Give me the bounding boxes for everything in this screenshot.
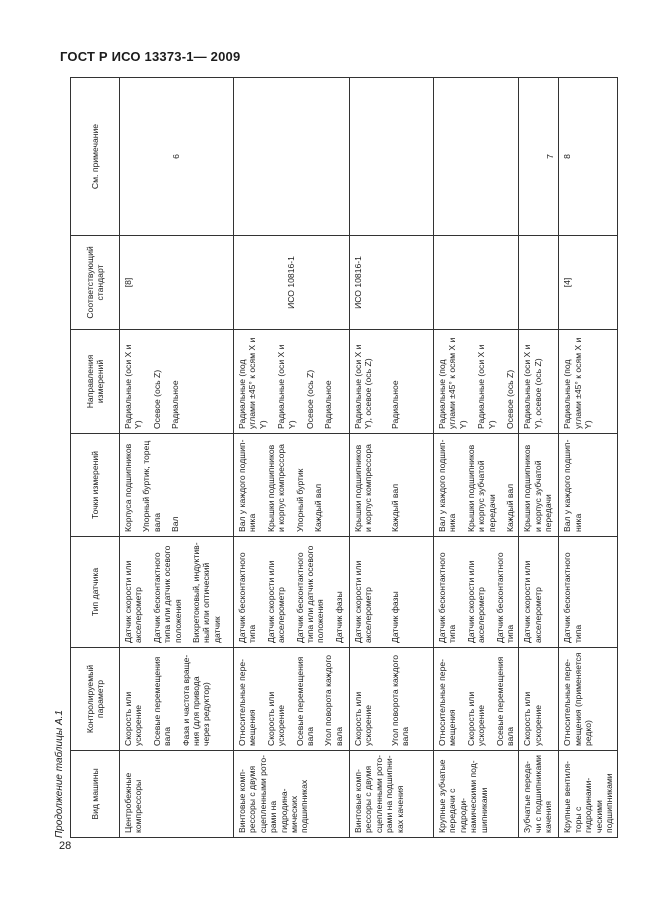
parameter-cell <box>350 648 434 751</box>
parameter-cell <box>559 648 618 751</box>
direction-item: Радиальные (оси X и Y) <box>123 344 144 429</box>
machine-cell: Зубчатые передачи с подшипниками качения <box>519 751 559 838</box>
sensor-cell <box>434 537 519 648</box>
measurement-table <box>70 77 618 838</box>
page-header-title: ГОСТ Р ИСО 13373-1— 2009 <box>60 49 241 64</box>
directions-cell <box>519 330 559 434</box>
machine-cell: Центробежные компрессоры <box>120 751 234 838</box>
sensor-item: Датчик бесконтактного типа <box>237 552 258 643</box>
standard-cell: ИСО 10816-1 <box>234 236 350 330</box>
machine-cell: Винтовые компрессоры с двумя сцепленными роторами на подшипниках качения <box>350 751 434 838</box>
points-cell <box>350 434 434 537</box>
direction-item: Радиальные (под углами ±45° к осям X и Y) <box>562 337 594 429</box>
directions-cell <box>559 330 618 434</box>
table-row <box>519 78 559 838</box>
col-header-note: См. примечание <box>71 78 120 236</box>
parameter-item: Угол поворота каждого вала <box>323 654 344 746</box>
parameter-item: Относительные перемещения <box>437 658 458 746</box>
note-cell <box>350 78 434 236</box>
parameter-cell <box>234 648 350 751</box>
page-number: 28 <box>59 840 72 852</box>
parameter-item: Скорость или ускорение <box>522 691 543 746</box>
directions-cell <box>120 330 234 434</box>
direction-item: Радиальные (оси X и Y) <box>276 344 297 429</box>
sensor-cell <box>559 537 618 648</box>
standard-cell: [4] <box>559 236 618 330</box>
col-header-standard: Соответствующий стандарт <box>71 236 120 330</box>
point-item: Крышки подшипников и корпус зубчатой передачи <box>522 444 554 532</box>
machine-cell: Крупные вентиляторы с гидродинамическими подшипниками <box>559 751 618 838</box>
direction-item: Радиальное <box>323 380 334 429</box>
direction-item: Осевое (ось Z) <box>305 369 316 429</box>
parameter-item: Скорость или ускорение <box>465 691 487 746</box>
parameter-item: Осевые перемещения вала <box>294 656 316 746</box>
sensor-item: Датчик бесконтактного типа <box>437 552 458 643</box>
sensor-item: Датчик бесконтактного типа или датчик осевого положения <box>294 545 326 643</box>
parameter-cell <box>434 648 519 751</box>
sensor-cell <box>120 537 234 648</box>
point-item: Каждый вал <box>313 483 324 532</box>
sensor-item: Датчик фазы <box>389 591 400 643</box>
parameter-item: Относительные перемещения <box>237 658 258 746</box>
parameter-item: Осевые перемещения вала <box>494 656 516 746</box>
point-item: Каждый вал <box>505 483 516 532</box>
point-item: Крышки подшипников и корпус зубчатой передачи <box>465 444 497 532</box>
direction-item: Радиальные (под углами ±45° к осям X и Y) <box>237 337 268 429</box>
parameter-cell <box>519 648 559 751</box>
table-caption: Продолжение таблицы А.1 <box>54 710 65 838</box>
direction-item: Радиальное <box>389 380 400 429</box>
parameter-item: Относительные перемещения (применяется редко) <box>562 652 594 746</box>
point-item: Крышки подшипников и корпус компрессора <box>353 444 374 532</box>
table-header-row <box>71 78 120 838</box>
directions-cell <box>434 330 519 434</box>
direction-item: Радиальные (оси X и Y) <box>476 344 497 429</box>
sensor-item: Датчик фазы <box>333 591 344 643</box>
point-item: Упорный буртик <box>294 468 305 532</box>
sensor-item: Датчик скорости или акселерометр <box>522 560 543 643</box>
point-item: Каждый вал <box>389 483 400 532</box>
direction-item: Осевое (ось Z) <box>505 369 516 429</box>
direction-item: Радиальные (оси X и Y), осевое (ось Z) <box>522 344 543 429</box>
parameter-item: Осевые перемещения вала <box>151 656 173 746</box>
point-item: Вал <box>170 516 181 532</box>
machine-cell: Винтовые компрессоры с двумя сцепленными роторами на гидродинамических подшипниках <box>234 751 350 838</box>
note-cell: 7 <box>519 78 559 236</box>
point-item: Вал у каждого подшипника <box>437 439 458 532</box>
sensor-cell <box>519 537 559 648</box>
sensor-item: Датчик бесконтактного типа или датчик осевого положения <box>151 545 183 643</box>
standard-cell: ИСО 10816-1 <box>350 236 434 330</box>
direction-item: Радиальные (оси X и Y), осевое (ось Z) <box>353 344 374 429</box>
note-cell <box>234 78 350 236</box>
sensor-cell <box>350 537 434 648</box>
points-cell <box>559 434 618 537</box>
directions-cell <box>234 330 350 434</box>
table-row <box>120 78 234 838</box>
note-cell: 6 <box>120 78 234 236</box>
sensor-item: Датчик скорости или акселерометр <box>465 560 487 643</box>
note-cell <box>434 78 519 236</box>
point-item: Вал у каждого подшипника <box>562 439 583 532</box>
sensor-item: Вихретоковый, индуктивный или оптический датчик <box>191 542 222 643</box>
sensor-item: Датчик бесконтактного типа <box>562 552 583 643</box>
parameter-item: Скорость или ускорение <box>123 691 144 746</box>
col-header-sensor: Тип датчика <box>71 537 120 648</box>
sensor-cell <box>234 537 350 648</box>
direction-item: Радиальное <box>170 380 181 429</box>
table-row <box>234 78 350 838</box>
points-cell <box>519 434 559 537</box>
machine-cell: Крупные зубчатые передачи с гидродинамическими подшипниками <box>434 751 519 838</box>
rotated-table-block <box>53 78 615 838</box>
parameter-cell <box>120 648 234 751</box>
standard-cell: [8] <box>120 236 234 330</box>
sensor-item: Датчик скорости или акселерометр <box>353 560 374 643</box>
directions-cell <box>350 330 434 434</box>
parameter-item: Скорость или ускорение <box>265 691 287 746</box>
sensor-item: Датчик скорости или акселерометр <box>265 560 287 643</box>
points-cell <box>234 434 350 537</box>
point-item: Вал у каждого подшипника <box>237 439 258 532</box>
points-cell <box>120 434 234 537</box>
point-item: Крышки подшипников и корпус компрессора <box>265 444 287 532</box>
col-header-directions: Направления измерений <box>71 330 120 434</box>
sensor-item: Датчик бесконтактного типа <box>494 552 516 643</box>
parameter-item: Скорость или ускорение <box>353 691 374 746</box>
col-header-points: Точки измерений <box>71 434 120 537</box>
direction-item: Осевое (ось Z) <box>151 369 162 429</box>
sensor-item: Датчик скорости или акселерометр <box>123 560 144 643</box>
points-cell <box>434 434 519 537</box>
table-row <box>350 78 434 838</box>
parameter-item: Фаза и частота вращения (для привода через редуктор) <box>180 654 212 746</box>
parameter-item: Угол поворота каждого вала <box>389 654 411 746</box>
table-row <box>559 78 618 838</box>
col-header-parameter: Контролируемый параметр <box>71 648 120 751</box>
standard-cell <box>519 236 559 330</box>
point-item: Корпуса подшипников <box>123 443 133 532</box>
standard-cell <box>434 236 519 330</box>
col-header-machine: Вид машины <box>71 751 120 838</box>
direction-item: Радиальные (под углами ±45° к осям X и Y) <box>437 337 468 429</box>
point-item: Упорный буртик, торец вала <box>141 440 162 532</box>
note-cell: 8 <box>559 78 618 236</box>
table-row <box>434 78 519 838</box>
